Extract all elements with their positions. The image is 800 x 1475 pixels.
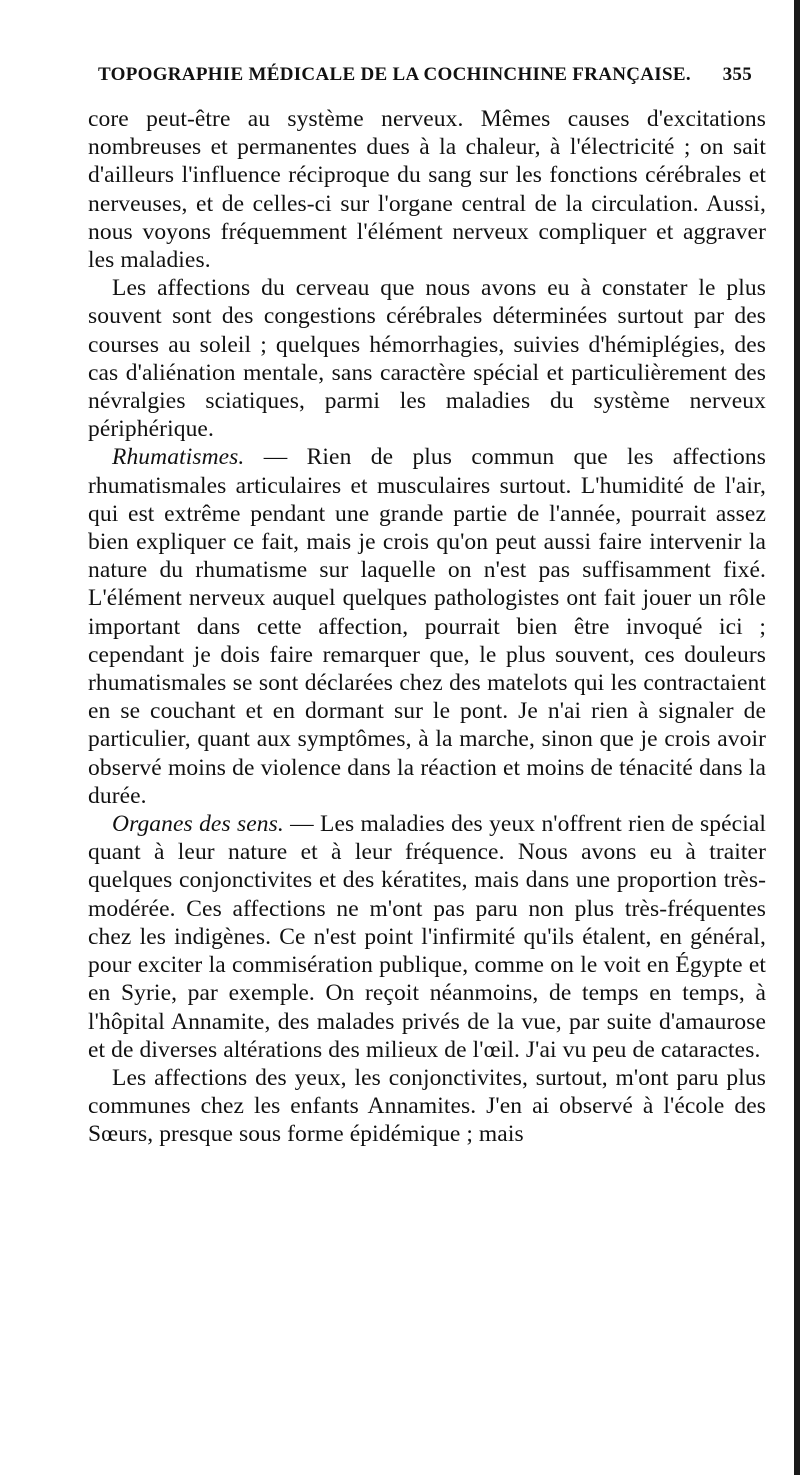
running-title: TOPOGRAPHIE MÉDICALE DE LA COCHINCHINE FRANÇAISE. [98,64,691,85]
paragraph-rhumatismes [88,443,766,810]
paragraph-cerveau: Les affections du cerveau que nous avons eu à constater le plus souvent sont des congestions cérébrales déterminées surtout par des courses au soleil ; quelques hémorrhagies, suivies d'hémiplégies, des cas d'aliénation mentale, sans caractère spécial et particulièrement des névralgies sciatiques, parmi les maladies du système nerveux périphérique. [88,275,766,443]
paragraph-yeux: Les affections des yeux, les conjonctivites, surtout, m'ont paru plus communes chez les enfants Annamites. J'en ai observé à l'école des Sœurs, presque sous forme épidémique ; mais [88,1064,766,1148]
body-text [88,105,766,1149]
paragraph-rhumatismes-text: — Rien de plus commun que les affections rhumatismales articulaires et musculaires surtout. L'humidité de l'air, qui est extrême pendant une grande partie de l'année, pourrait assez bien expliquer ce fait, mais je crois qu'on peut aussi faire intervenir la nature du rhumatisme sur laquelle on n'est pas suffisamment fixé. L'élément nerveux auquel quelques pathologistes ont fait jouer un rôle important dans cette affection, pourrait bien être invoqué ici ; cependant je dois faire remarquer que, le plus souvent, ces douleurs rhumatismales se sont déclarées chez des matelots qui les contractaient en se couchant et en dormant sur le pont. Je n'ai rien à signaler de particulier, quant aux symptômes, à la marche, sinon que je crois avoir observé moins de violence dans la réaction et moins de ténacité dans la durée. [88,444,766,809]
page-number: 355 [722,64,752,85]
paragraph-continuation: core peut-être au système nerveux. Mêmes causes d'excitations nombreuses et permanentes dues à la chaleur, à l'électricité ; on sait d'ailleurs l'influence réciproque du sang sur les fonctions cérébrales et nerveuses, et de celles-ci sur l'organe central de la circulation. Aussi, nous voyons fréquemment l'élément nerveux compliquer et aggraver les maladies. [88,106,766,274]
paragraph-organes-des-sens [88,810,766,1064]
running-header [90,64,770,94]
section-heading-organes-des-sens: Organes des sens. [112,811,284,838]
section-heading-rhumatismes: Rhumatismes. [112,444,245,471]
page-edge-shadow [794,0,800,1475]
paragraph-organes-des-sens-text: — Les maladies des yeux n'offrent rien de spécial quant à leur nature et à leur fréquence. Nous avons eu à traiter quelques conjonctivites et des kératites, mais dans une proportion très-modérée. Ces affections ne m'ont pas paru non plus très-fréquentes chez les indigènes. Ce n'est point l'infirmité qu'ils étalent, en général, pour exciter la commisération publique, comme on le voit en Égypte et en Syrie, par exemple. On reçoit néanmoins, de temps en temps, à l'hôpital Annamite, des malades privés de la vue, par suite d'amaurose et de diverses altérations des milieux de l'œil. J'ai vu peu de cataractes. [88,811,766,1063]
